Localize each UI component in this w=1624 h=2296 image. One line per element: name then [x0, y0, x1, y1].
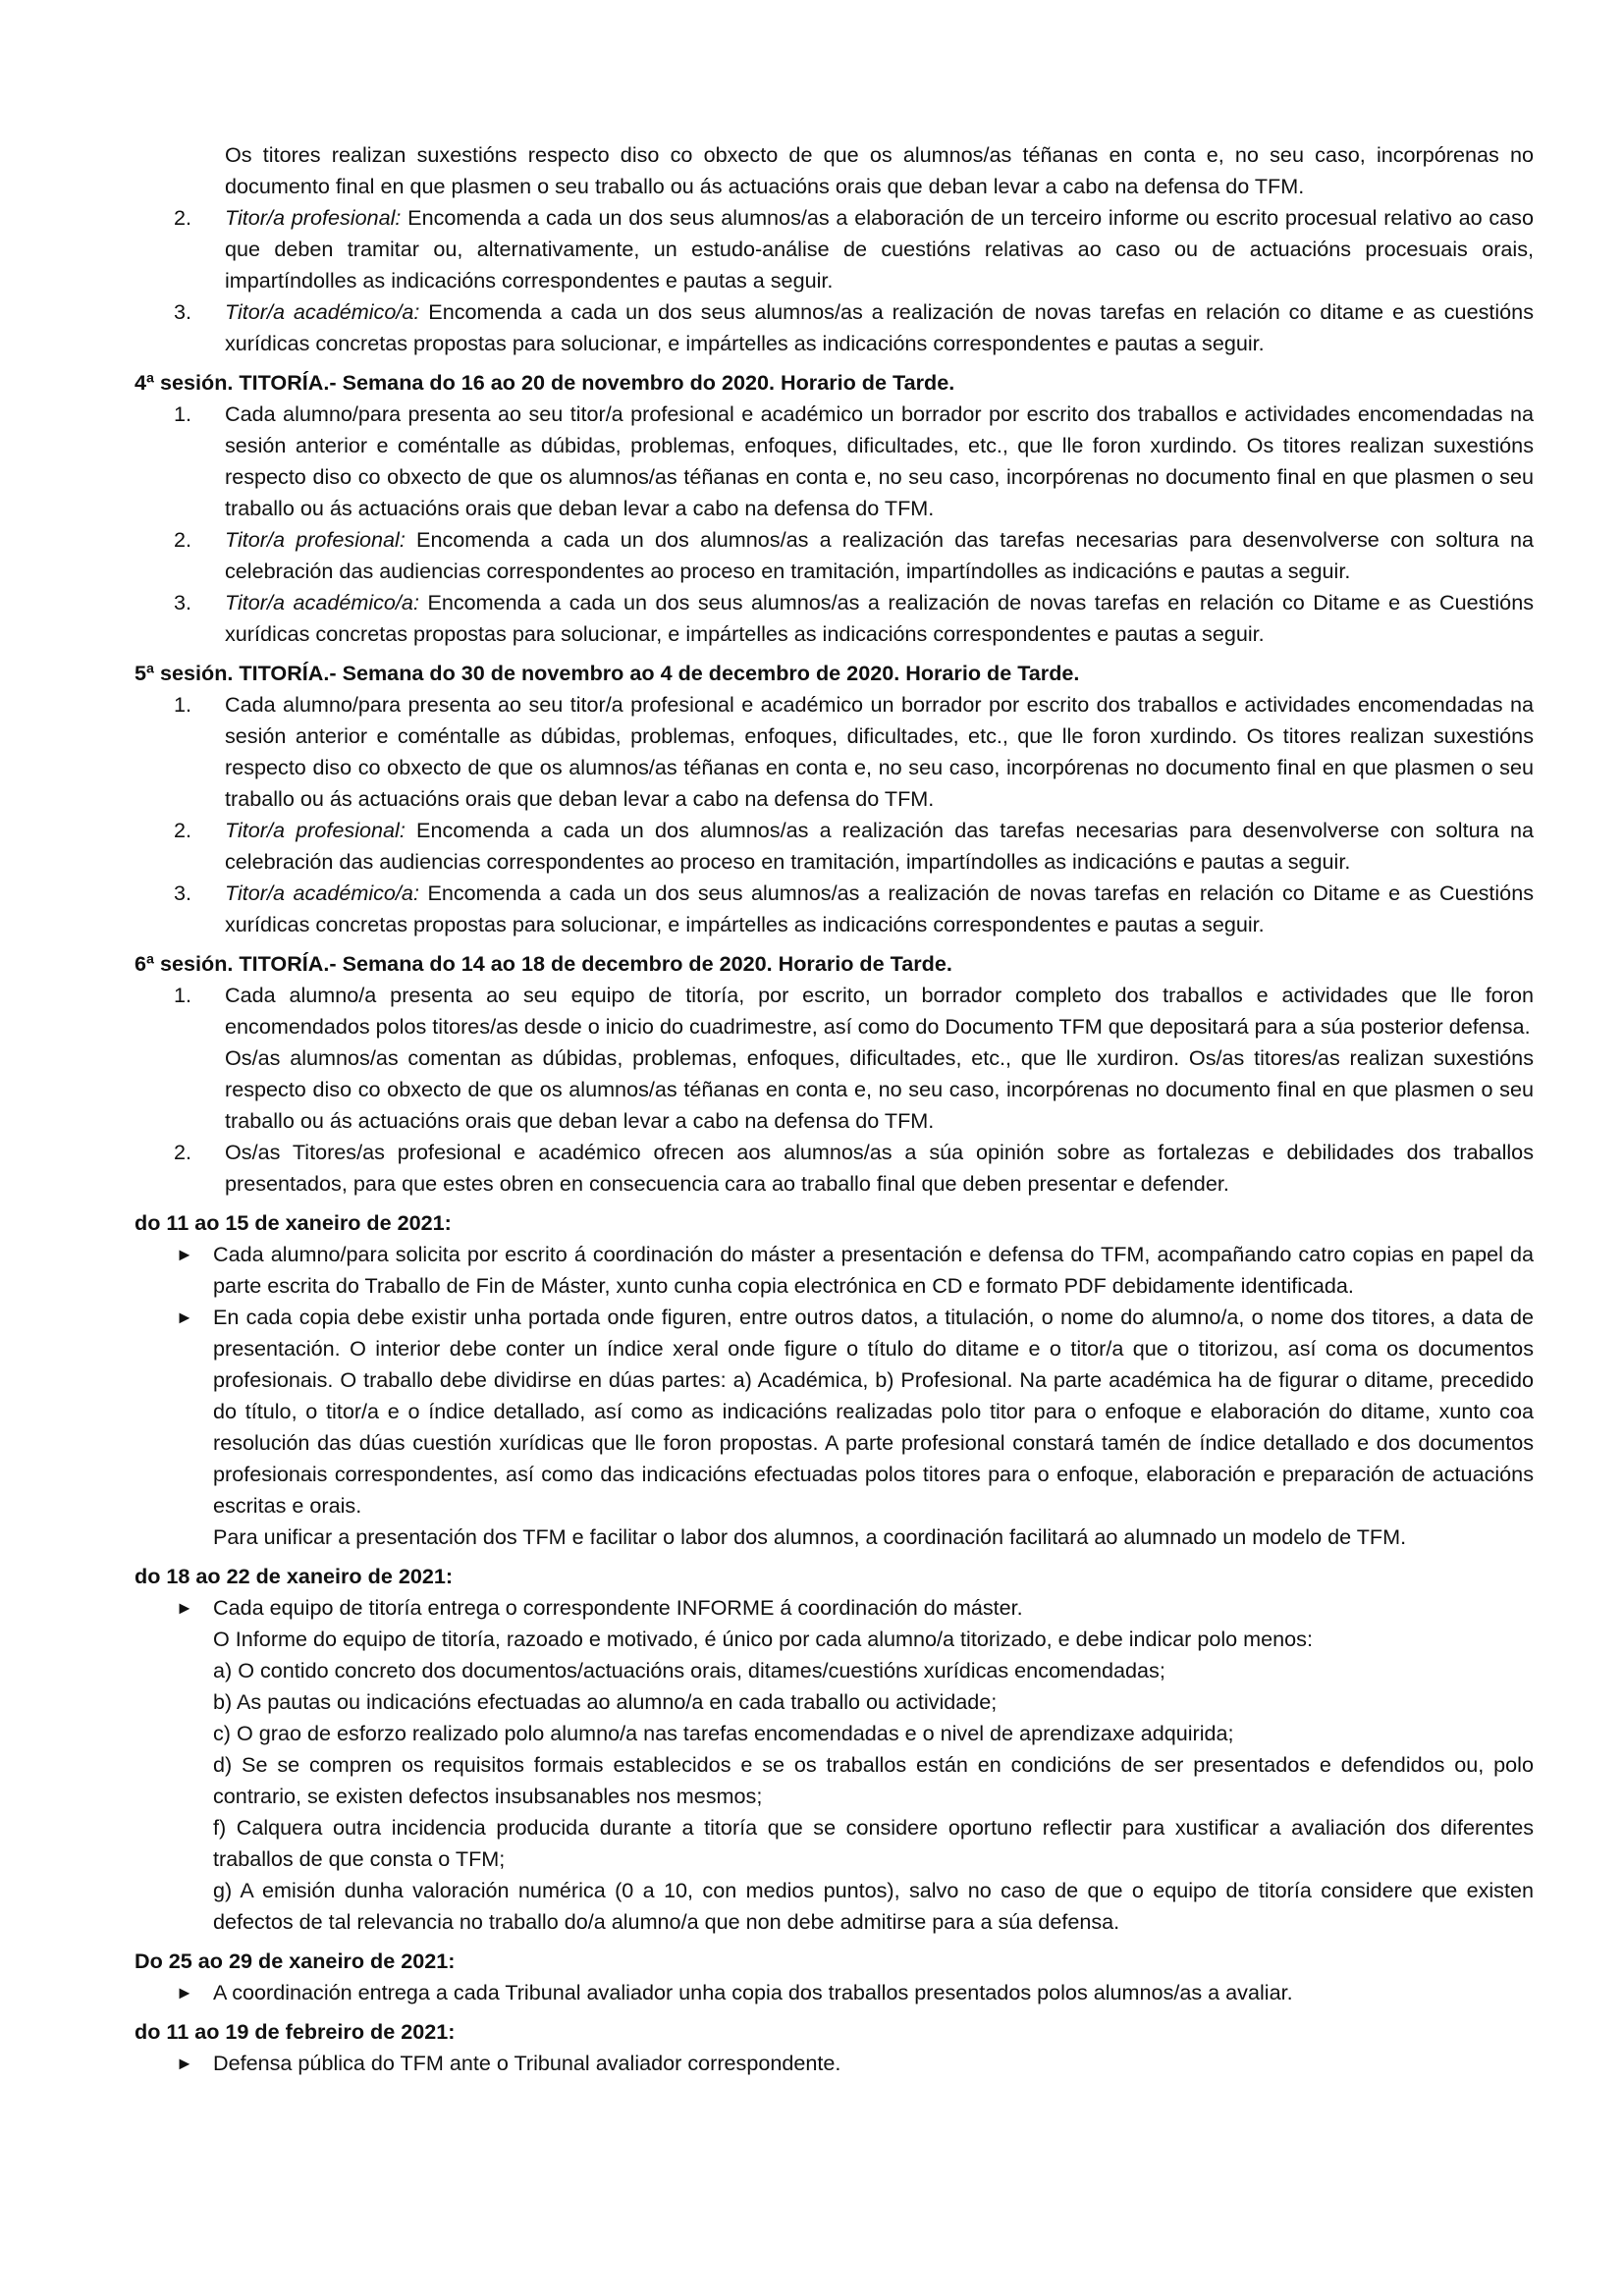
item-text: Encomenda a cada un dos seus alumnos/as a realización de novas tarefas en relación co Ditame e as Cuestións xurídicas concretas propostas para solucionar, e impártelles as indicacións correspondentes e pautas a seguir. [225, 590, 1534, 646]
report-line: d) Se se compren os requisitos formais establecidos e se os traballos están en condicións de ser presentados e defendidos ou, polo contrario, se existen defectos insubsanables nos mesmos; [213, 1752, 1534, 1808]
feb-11-bullet-1 [135, 2048, 1534, 2079]
arrow-bullet-icon: ► [176, 1308, 193, 1327]
bullet-text: Cada alumno/para solicita por escrito á coordinación do máster a presentación e defensa do TFM, acompañando catro copias en papel da parte escrita do Traballo de Fin de Máster, xunto cunha copia electrónica en CD e formato PDF debidamente identificada. [213, 1242, 1534, 1298]
document-page [135, 139, 1534, 2079]
arrow-bullet-icon: ► [176, 2054, 193, 2073]
bullet-text: Cada equipo de titoría entrega o correspondente INFORME á coordinación do máster. [213, 1595, 1023, 1620]
item-text: Encomenda a cada un dos alumnos/as a realización das tarefas necesarias para desenvolverse con soltura na celebración das audiencias correspondentes ao proceso en tramitación, impartíndolles as indicacións e pautas a seguir. [225, 527, 1534, 583]
bullet-text: En cada copia debe existir unha portada onde figuren, entre outros datos, a titulación, o nome do alumno/a, o nome dos titores, a data de presentación. O interior debe conter un índice xeral onde figure o título do ditame e o titor/a que o titorizou, así coma os documentos profesionais. O traballo debe dividirse en dúas partes: a) Académica, b) Profesional. Na parte académica ha de figurar o ditame, precedido do título, o titor/a e o índice detallado, así como as indicacións realizadas polo titor para o enfoque e elaboración do ditame, xunto coa resolución das dúas cuestión xurídicas que lle foron propostas. A parte profesional constará tamén de índice detallado e dos documentos profesionais correspondentes, así como das indicacións efectuadas polos titores para o enfoque, elaboración e preparación de actuacións escritas e orais. [213, 1305, 1534, 1518]
item-label: Titor/a profesional: [225, 818, 406, 842]
item-text: Cada alumno/a presenta ao seu equipo de titoría, por escrito, un borrador completo dos traballos e actividades que lle foron encomendados polos titores/as desde o inicio do cuadrimestre, así como do Documento TFM que depositará para a súa posterior defensa. [225, 983, 1534, 1039]
item-label: Titor/a académico/a: [225, 299, 420, 324]
arrow-bullet-icon: ► [176, 1245, 193, 1264]
item-text: Os/as Titores/as profesional e académico ofrecen aos alumnos/as a súa opinión sobre as fortalezas e debilidades dos traballos presentados, para que estes obren en consecuencia cara ao traballo final que deben presentar e defender. [225, 1140, 1534, 1196]
session5-heading: 5ª sesión. TITORÍA.- Semana do 30 de novembro ao 4 de decembro de 2020. Horario de Tarde. [135, 661, 1080, 685]
item-label: Titor/a académico/a: [225, 590, 419, 614]
item-label: Titor/a profesional: [225, 527, 406, 552]
date-heading-jan-11: do 11 ao 15 de xaneiro de 2021: [135, 1210, 452, 1235]
item-number: 2. [174, 818, 192, 842]
jan-11-bullet-1 [135, 1239, 1534, 1302]
session6-item-1 [135, 980, 1534, 1042]
arrow-bullet-icon: ► [176, 1983, 193, 2002]
jan-18-bullet-1 [135, 1592, 1534, 1624]
item-number: 3. [174, 881, 192, 905]
bullet-text: A coordinación entrega a cada Tribunal avaliador unha copia dos traballos presentados polos alumnos/as a avaliar. [213, 1980, 1293, 2004]
date-heading-jan-25: Do 25 ao 29 de xaneiro de 2021: [135, 1949, 456, 1973]
item-text: Encomenda a cada un dos seus alumnos/as a realización de novas tarefas en relación co ditame e as cuestións xurídicas concretas propostas para solucionar, e impártelles as indicacións correspondentes e pautas a seguir. [225, 299, 1534, 355]
session4-heading: 4ª sesión. TITORÍA.- Semana do 16 ao 20 de novembro do 2020. Horario de Tarde. [135, 370, 955, 395]
item-number: 2. [174, 1140, 192, 1164]
report-line: b) As pautas ou indicacións efectuadas ao alumno/a en cada traballo ou actividade; [213, 1689, 998, 1714]
item-number: 1. [174, 692, 192, 717]
session4-item-1 [135, 399, 1534, 524]
item-number: 3. [174, 590, 192, 614]
item-text: Cada alumno/para presenta ao seu titor/a profesional e académico un borrador por escrito dos traballos e actividades encomendadas na sesión anterior e coméntalle as dúbidas, problemas, enfoques, dificultades, etc., que lle foron xurdindo. Os titores realizan suxestións respecto diso co obxecto de que os alumnos/as téñanas en conta e, no seu caso, incorpórenas no documento final en que plasmen o seu traballo ou ás actuacións orais que deban levar a cabo na defensa do TFM. [225, 692, 1534, 811]
session6-heading: 6ª sesión. TITORÍA.- Semana do 14 ao 18 de decembro de 2020. Horario de Tarde. [135, 951, 952, 976]
session5-item-1 [135, 689, 1534, 815]
item-number: 2. [174, 527, 192, 552]
session4-item-2 [135, 524, 1534, 587]
jan-11-bullet-2-continuation: Para unificar a presentación dos TFM e facilitar o labor dos alumnos, a coordinación facilitará ao alumnado un modelo de TFM. [213, 1524, 1407, 1549]
item-label: Titor/a académico/a: [225, 881, 419, 905]
session3-continuation: Os titores realizan suxestións respecto diso co obxecto de que os alumnos/as téñanas en conta e, no seu caso, incorpórenas no documento final en que plasmen o seu traballo ou ás actuacións orais que deban levar a cabo na defensa do TFM. [225, 142, 1534, 198]
bullet-text: Defensa pública do TFM ante o Tribunal avaliador correspondente. [213, 2051, 841, 2075]
arrow-bullet-icon: ► [176, 1598, 193, 1618]
session6-item-1-continuation: Os/as alumnos/as comentan as dúbidas, problemas, enfoques, dificultades, etc., que lle xurdiron. Os/as titores/as realizan suxestións respecto diso co obxecto de que os alumnos/as téñanas en conta e, no seu caso, incorpórenas no documento final en que plasmen o seu traballo ou ás actuacións orais que deban levar a cabo na defensa do TFM. [225, 1045, 1534, 1133]
session6-item-2 [135, 1137, 1534, 1200]
session5-item-3 [135, 878, 1534, 940]
item-number: 1. [174, 983, 192, 1007]
jan-11-bullet-2 [135, 1302, 1534, 1522]
session3-item-2 [135, 202, 1534, 296]
item-label: Titor/a profesional: [225, 205, 402, 230]
date-heading-jan-18: do 18 ao 22 de xaneiro de 2021: [135, 1564, 454, 1588]
item-text: Cada alumno/para presenta ao seu titor/a profesional e académico un borrador por escrito dos traballos e actividades encomendadas na sesión anterior e coméntalle as dúbidas, problemas, enfoques, dificultades, etc., que lle foron xurdindo. Os titores realizan suxestións respecto diso co obxecto de que os alumnos/as téñanas en conta e, no seu caso, incorpórenas no documento final en que plasmen o seu traballo ou ás actuacións orais que deban levar a cabo na defensa do TFM. [225, 401, 1534, 520]
jan-25-bullet-1 [135, 1977, 1534, 2008]
item-text: Encomenda a cada un dos alumnos/as a realización das tarefas necesarias para desenvolverse con soltura na celebración das audiencias correspondentes ao proceso en tramitación, impartíndolles as indicacións e pautas a seguir. [225, 818, 1534, 874]
report-line: c) O grao de esforzo realizado polo alumno/a nas tarefas encomendadas e o nivel de aprendizaxe adquirida; [213, 1721, 1234, 1745]
date-heading-feb-11: do 11 ao 19 de febreiro de 2021: [135, 2019, 456, 2044]
session3-item-3 [135, 296, 1534, 359]
item-number: 1. [174, 401, 192, 426]
item-number: 2. [174, 205, 192, 230]
report-line: g) A emisión dunha valoración numérica (0 a 10, con medios puntos), salvo no caso de que o equipo de titoría considere que existen defectos de tal relevancia no traballo do/a alumno/a que non debe admitirse para a súa defensa. [213, 1878, 1534, 1934]
session4-item-3 [135, 587, 1534, 650]
session5-item-2 [135, 815, 1534, 878]
report-line: O Informe do equipo de titoría, razoado e motivado, é único por cada alumno/a titorizado, e debe indicar polo menos: [213, 1627, 1313, 1651]
item-text: Encomenda a cada un dos seus alumnos/as a realización de novas tarefas en relación co Ditame e as Cuestións xurídicas concretas propostas para solucionar, e impártelles as indicacións correspondentes e pautas a seguir. [225, 881, 1534, 936]
report-line: a) O contido concreto dos documentos/actuacións orais, ditames/cuestións xurídicas encomendadas; [213, 1658, 1165, 1682]
item-number: 3. [174, 299, 192, 324]
item-text: Encomenda a cada un dos seus alumnos/as a elaboración de un terceiro informe ou escrito procesual relativo ao caso que deben tramitar ou, alternativamente, un estudo-análise de cuestións relativas ao caso ou de actuacións procesuais orais, impartíndolles as indicacións correspondentes e pautas a seguir. [225, 205, 1534, 293]
report-line: f) Calquera outra incidencia producida durante a titoría que se considere oportuno reflectir para xustificar a avaliación dos diferentes traballos de que consta o TFM; [213, 1815, 1534, 1871]
